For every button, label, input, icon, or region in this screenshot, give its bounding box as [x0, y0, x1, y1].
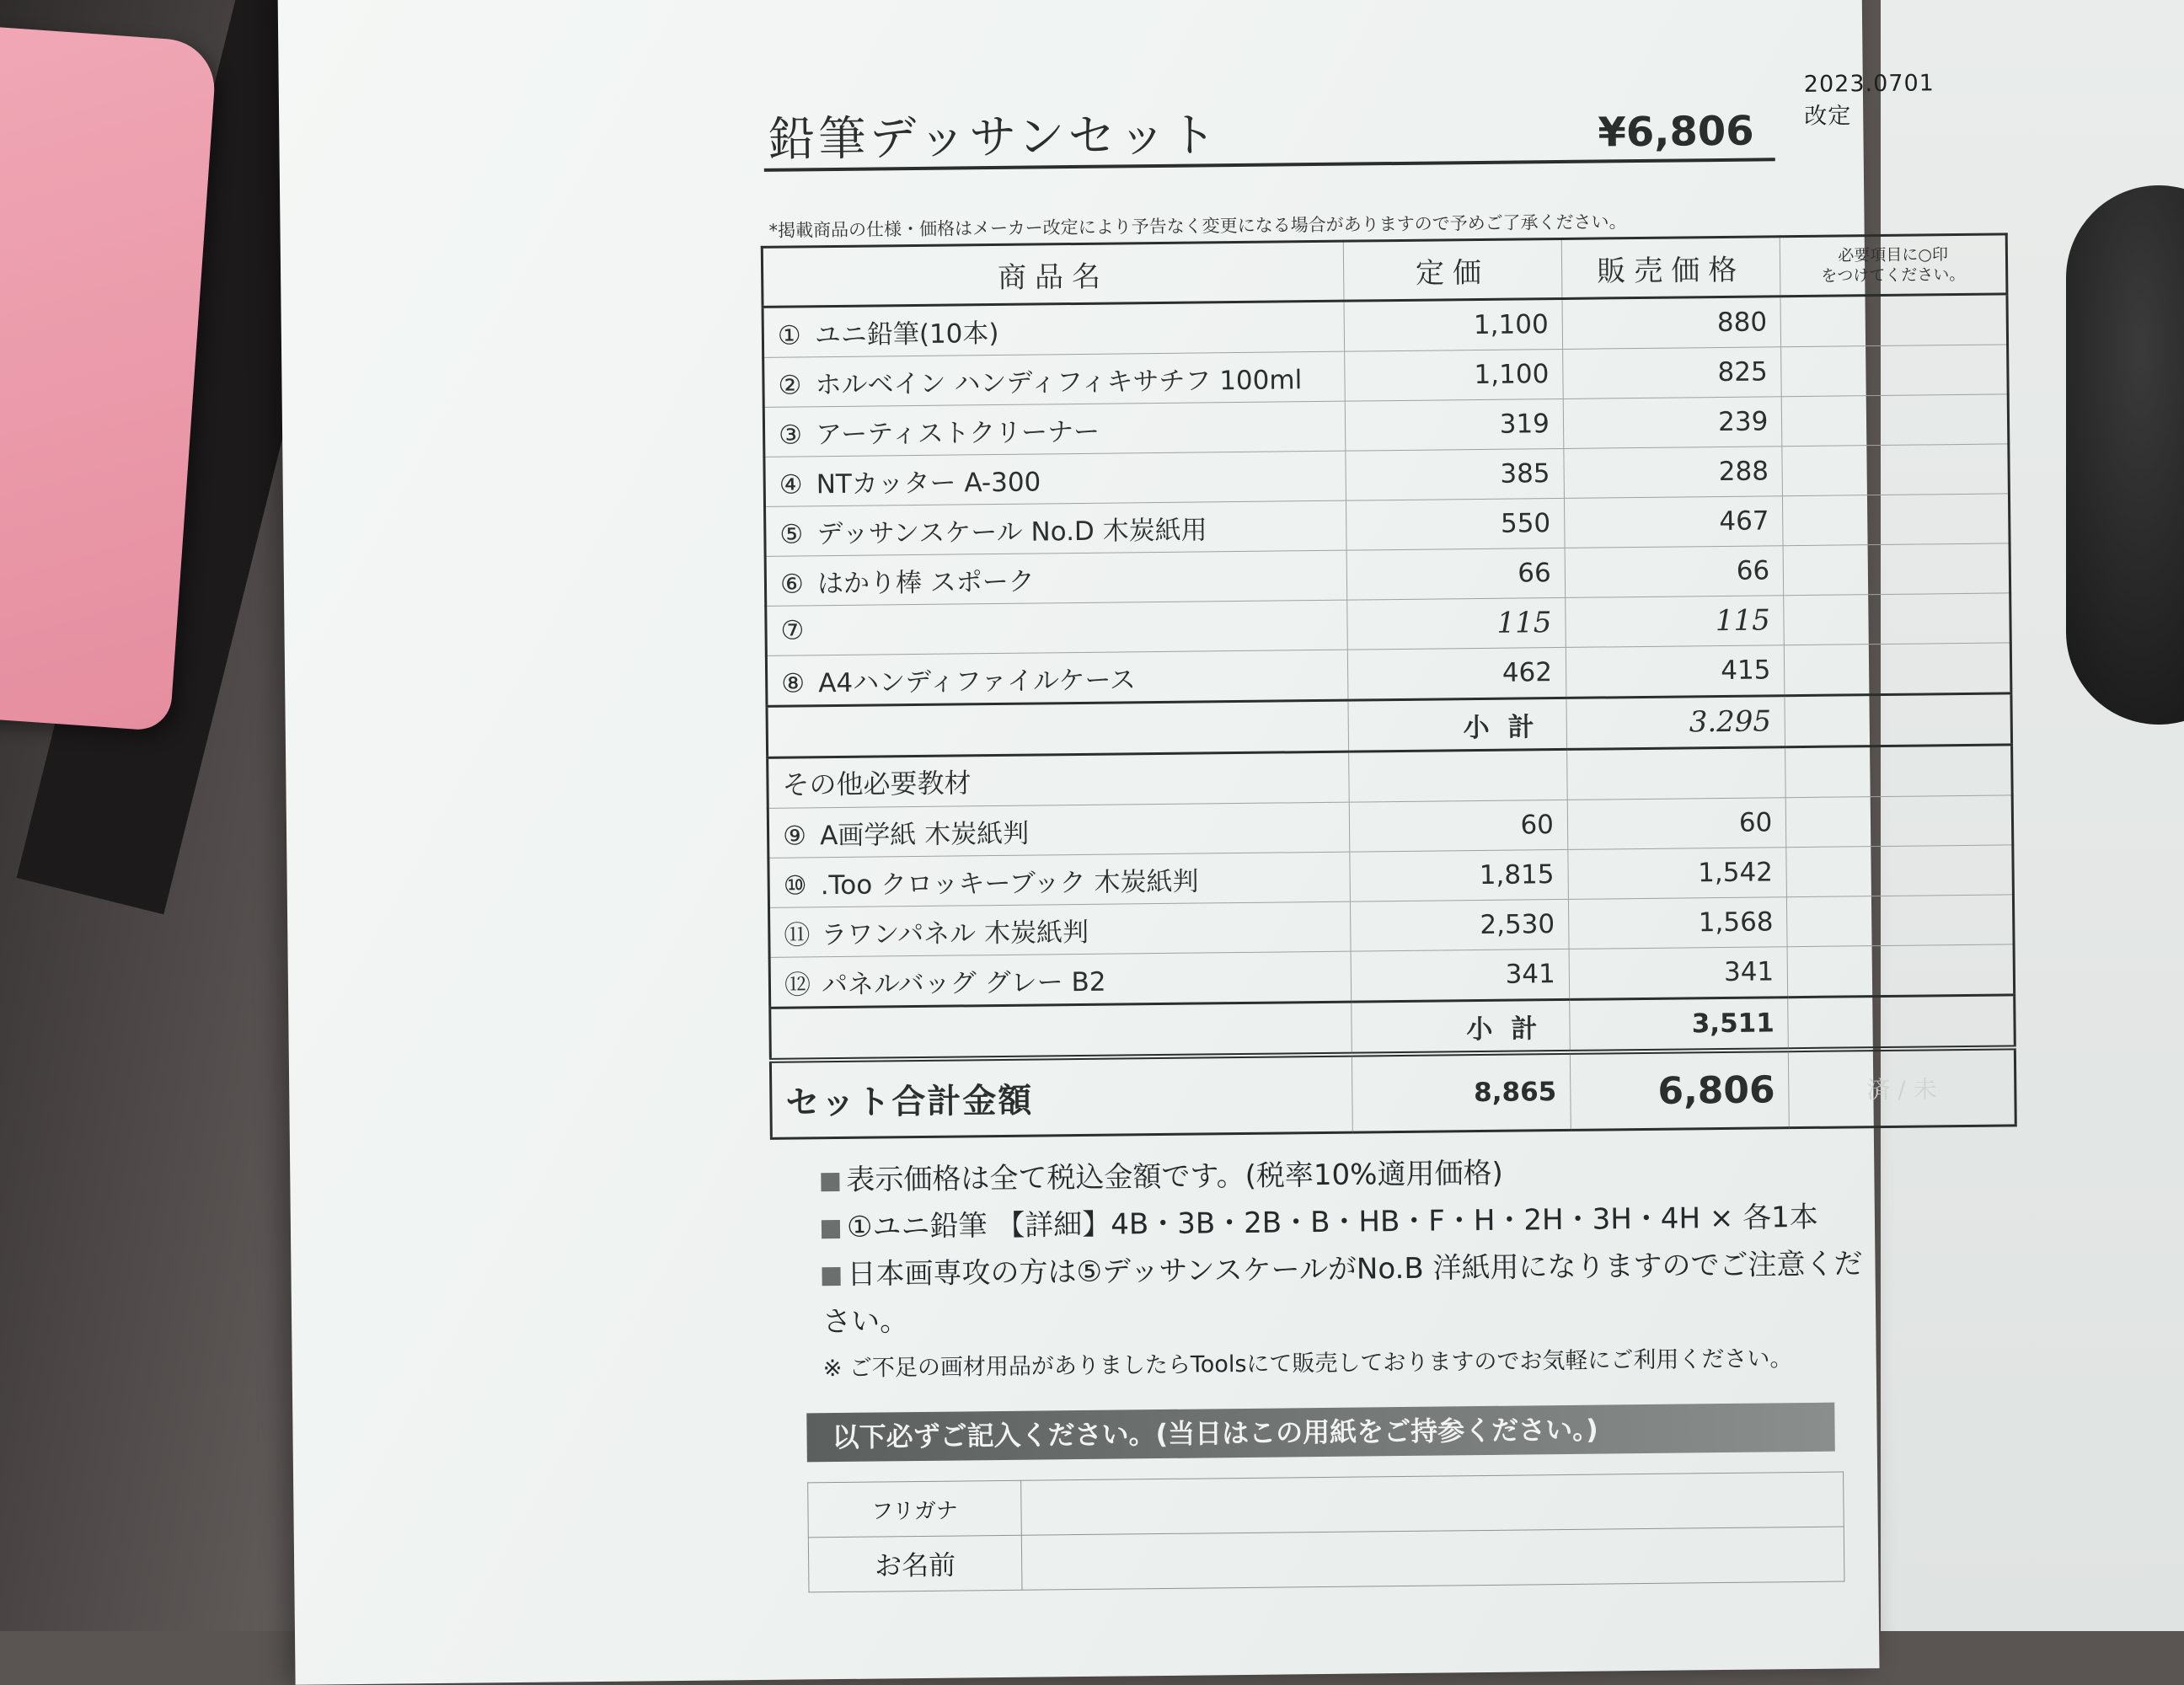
computer-mouse	[2066, 185, 2184, 725]
item-sale-price: 825	[1562, 347, 1781, 399]
item-list-price: 66	[1346, 548, 1566, 600]
note-nihonga: 日本画専攻の方は⑤デッサンスケールがNo.B 洋紙用になりますのでご注意ください。	[822, 1240, 1876, 1345]
item-name: ホルベイン ハンディフィキサチフ 100ml	[815, 365, 1302, 400]
total-label: セット合計金額	[770, 1055, 1352, 1139]
note-tax: 表示価格は全て税込金額です。(税率10%適用価格)	[821, 1146, 1875, 1204]
item-sale-price: 66	[1565, 546, 1784, 598]
note-tools: ※ ご不足の画材用品がありましたらToolsにて販売しておりますのでお気軽にご利用ください。	[822, 1335, 1876, 1393]
bullet-square-icon	[821, 1172, 839, 1190]
table-row: ① ユニ鉛筆(10本) 1,100 880	[763, 294, 2008, 357]
table-row: ③ アーティストクリーナー 319 239	[763, 394, 2009, 457]
header-required: 必要項目に○印 をつけてください。	[1780, 234, 2007, 297]
item-name: デッサンスケール No.D 木炭紙用	[816, 515, 1207, 549]
total-list-price: 8,865	[1352, 1052, 1571, 1132]
item-name: NTカッター A-300	[816, 467, 1041, 500]
item-sale-price: 60	[1567, 798, 1786, 850]
header-list-price: 定価	[1343, 238, 1562, 301]
required-check-cell[interactable]	[1783, 494, 2010, 546]
furigana-label: フリガナ	[808, 1480, 1022, 1538]
item-sale-price: 1,542	[1568, 848, 1787, 900]
product-table	[761, 233, 2017, 1139]
set-price: ¥6,806	[1598, 108, 1754, 157]
total-sale-price: 6,806	[1570, 1050, 1789, 1130]
item-list-price: 462	[1347, 647, 1566, 700]
required-check-cell[interactable]	[1785, 643, 2011, 696]
page-title: 鉛筆デッサンセット	[768, 98, 1220, 170]
table-row: ② ホルベイン ハンディフィキサチフ 100ml 1,100 825	[763, 345, 2009, 407]
item-sale-price-handwritten: 115	[1566, 596, 1785, 648]
item-name: A4ハンディファイルケース	[818, 665, 1136, 698]
subtotal-value-handwritten: 3.295	[1566, 696, 1785, 750]
item-sale-price: 1,568	[1568, 897, 1787, 949]
note-pencil-detail: ①ユニ鉛筆 【詳細】4B・3B・2B・B・HB・F・H・2H・3H・4H × 各1本	[822, 1193, 1876, 1251]
item-sale-price: 341	[1569, 947, 1788, 1000]
furigana-field[interactable]	[1021, 1472, 1844, 1535]
bullet-square-icon	[822, 1219, 840, 1238]
item-list-price: 1,815	[1350, 849, 1569, 901]
price-sheet	[277, 0, 1879, 1685]
table-row: ⑦ 115 115	[766, 593, 2011, 655]
item-name: ラワンパネル 木炭紙判	[821, 917, 1089, 949]
item-list-price: 341	[1351, 949, 1570, 1002]
required-check-cell[interactable]	[1782, 444, 2009, 496]
item-list-price: 1,100	[1344, 298, 1563, 351]
item-list-price: 2,530	[1350, 899, 1569, 951]
item-name: はかり棒 スポーク	[817, 566, 1035, 599]
required-check-cell[interactable]	[1783, 543, 2010, 596]
required-check-cell[interactable]	[1787, 944, 2014, 998]
total-row	[770, 1047, 2015, 1138]
item-list-price: 60	[1349, 800, 1568, 852]
required-check-cell[interactable]	[1787, 895, 2014, 947]
item-list-price: 319	[1345, 399, 1564, 451]
item-sale-price: 415	[1566, 645, 1785, 698]
header-name: 商品名	[762, 241, 1343, 307]
table-row: ⑩ .Too クロッキーブック 木炭紙判 1,815 1,542	[768, 845, 2014, 907]
table-row: ⑥ はかり棒 スポーク 66 66	[765, 543, 2010, 606]
subtotal-label: 小計	[1348, 698, 1567, 752]
required-check-cell[interactable]	[1780, 294, 2007, 347]
table-row: ⑨ A画学紙 木炭紙判 60 60	[768, 795, 2013, 858]
item-sale-price: 880	[1562, 297, 1781, 350]
name-field[interactable]	[1021, 1527, 1844, 1590]
table-row: ⑤ デッサンスケール No.D 木炭紙用 550 467	[765, 494, 2010, 556]
item-list-price: 550	[1346, 498, 1565, 550]
table-row: ④ NTカッター A-300 385 288	[764, 444, 2010, 506]
paid-status: 済 / 未	[1789, 1047, 2016, 1127]
name-label: お名前	[808, 1535, 1022, 1592]
required-check-cell[interactable]	[1785, 795, 2012, 848]
table-row: ⑫ パネルバッグ グレー B2 341 341	[769, 944, 2015, 1008]
item-sale-price: 239	[1563, 397, 1782, 449]
customer-form	[807, 1472, 1844, 1593]
header-sale-price: 販売価格	[1561, 237, 1780, 299]
item-sale-price: 288	[1564, 447, 1783, 499]
item-name: パネルバッグ グレー B2	[822, 966, 1106, 1000]
required-check-cell[interactable]	[1784, 593, 2010, 645]
table-row: ⑪ ラワンパネル 木炭紙判 2,530 1,568	[768, 895, 2014, 957]
item-sale-price: 467	[1564, 496, 1783, 548]
subtotal-label: 小計	[1351, 999, 1570, 1054]
form-banner: 以下必ずご記入ください。(当日はこの用紙をご持参ください。)	[806, 1403, 1835, 1463]
table-row: ⑧ A4ハンディファイルケース 462 415	[766, 643, 2011, 706]
required-check-cell[interactable]	[1782, 394, 2009, 447]
required-check-cell[interactable]	[1781, 345, 2008, 397]
spec-notice: *掲載商品の仕様・価格はメーカー改定により予告なく変更になる場合がありますので予めご了承ください。	[768, 208, 1626, 243]
bullet-square-icon	[822, 1266, 840, 1285]
item-name: ユニ鉛筆(10本)	[815, 318, 999, 350]
section-label: その他必要教材	[768, 752, 1349, 808]
required-check-cell[interactable]	[1786, 845, 2013, 897]
name-row	[808, 1527, 1844, 1592]
item-list-price-handwritten: 115	[1346, 597, 1566, 650]
revision-date: 2023.0701改定	[1804, 70, 1935, 131]
notes	[821, 1146, 1876, 1393]
item-name: アーティストクリーナー	[816, 416, 1100, 450]
item-list-price: 1,100	[1344, 349, 1563, 401]
subtotal-value: 3,511	[1570, 998, 1789, 1052]
item-list-price: 385	[1346, 448, 1565, 500]
item-name: .Too クロッキーブック 木炭紙判	[821, 866, 1199, 901]
item-name: A画学紙 木炭紙判	[820, 818, 1029, 851]
